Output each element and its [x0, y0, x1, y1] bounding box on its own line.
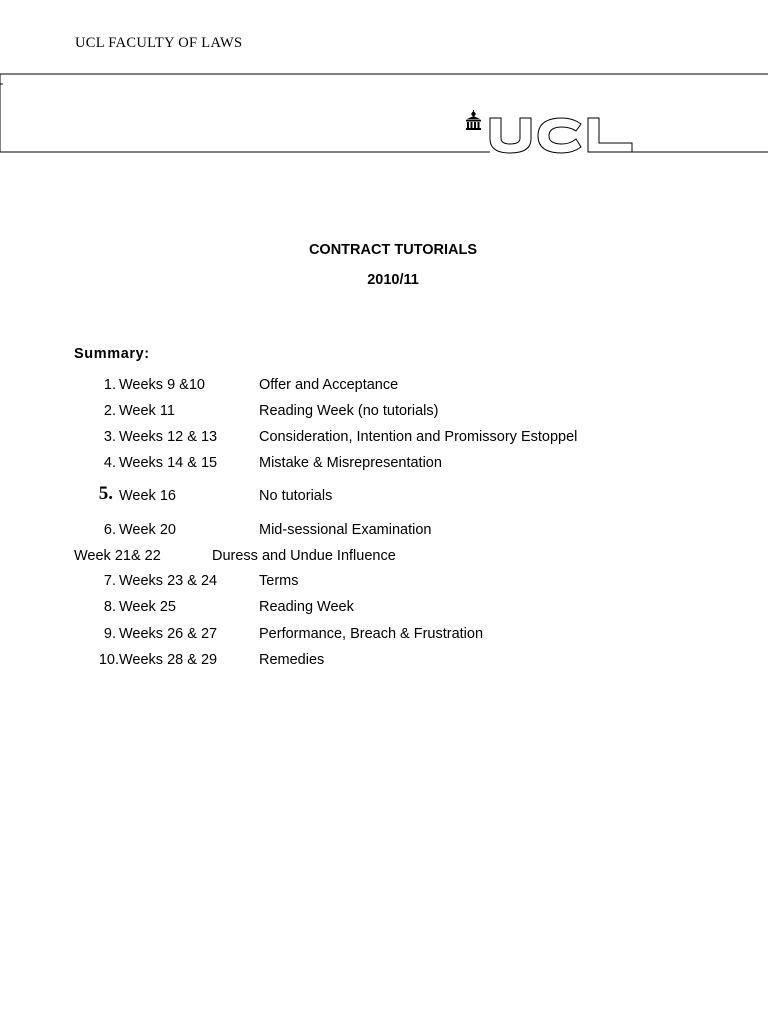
ucl-letter-c — [538, 118, 581, 153]
portico-icon — [466, 110, 481, 130]
summary-item — [0, 599, 768, 619]
banner-frame — [0, 74, 768, 152]
item-topic: Duress and Undue Influence — [212, 548, 396, 564]
item-number: 4. — [103, 455, 116, 471]
item-weeks: Week 20 — [119, 522, 176, 538]
summary-heading: Summary: — [74, 346, 150, 362]
item-weeks: Weeks 28 & 29 — [119, 652, 218, 668]
summary-item — [0, 483, 768, 510]
summary-item — [0, 429, 768, 449]
item-weeks: Weeks 14 & 15 — [119, 455, 218, 471]
ucl-letter-l — [588, 118, 632, 152]
document-year: 2010/11 — [367, 272, 419, 288]
item-topic: Mistake & Misrepresentation — [259, 455, 442, 471]
faculty-header: UCL FACULTY OF LAWS — [75, 35, 243, 51]
item-topic: Mid-sessional Examination — [259, 522, 432, 538]
item-number: 1. — [103, 377, 116, 393]
summary-item-unnumbered — [0, 548, 768, 568]
ucl-letter-u — [490, 118, 531, 153]
item-number: 3. — [103, 429, 116, 445]
item-number: 8. — [103, 599, 116, 615]
summary-item — [0, 573, 768, 593]
item-topic: No tutorials — [259, 488, 333, 504]
item-weeks: Weeks 9 &10 — [119, 377, 205, 393]
item-weeks: Week 11 — [119, 403, 175, 419]
summary-item — [0, 626, 768, 646]
item-topic: Terms — [259, 573, 299, 589]
item-weeks: Week 21& 22 — [74, 548, 161, 564]
summary-item — [0, 522, 768, 542]
document-title: CONTRACT TUTORIALS — [308, 242, 478, 258]
item-number: 10. — [98, 652, 119, 668]
item-number: 5. — [98, 483, 113, 504]
item-weeks: Week 25 — [119, 599, 176, 615]
ucl-logo — [490, 118, 632, 153]
summary-item — [0, 455, 768, 475]
item-topic: Remedies — [259, 652, 325, 668]
item-number: 7. — [103, 573, 116, 589]
item-number: 6. — [103, 522, 116, 538]
item-topic: Reading Week (no tutorials) — [259, 403, 439, 419]
item-topic: Performance, Breach & Frustration — [259, 626, 484, 642]
summary-item — [0, 377, 768, 397]
item-topic: Offer and Acceptance — [259, 377, 399, 393]
summary-item — [0, 403, 768, 423]
item-weeks: Week 16 — [119, 488, 176, 504]
item-number: 2. — [103, 403, 116, 419]
item-weeks: Weeks 23 & 24 — [119, 573, 218, 589]
item-weeks: Weeks 26 & 27 — [119, 626, 218, 642]
item-number: 9. — [103, 626, 116, 642]
summary-item — [0, 652, 768, 672]
item-weeks: Weeks 12 & 13 — [119, 429, 218, 445]
item-topic: Reading Week — [259, 599, 354, 615]
ucl-banner — [0, 0, 768, 170]
item-topic: Consideration, Intention and Promissory Estoppel — [259, 429, 578, 445]
